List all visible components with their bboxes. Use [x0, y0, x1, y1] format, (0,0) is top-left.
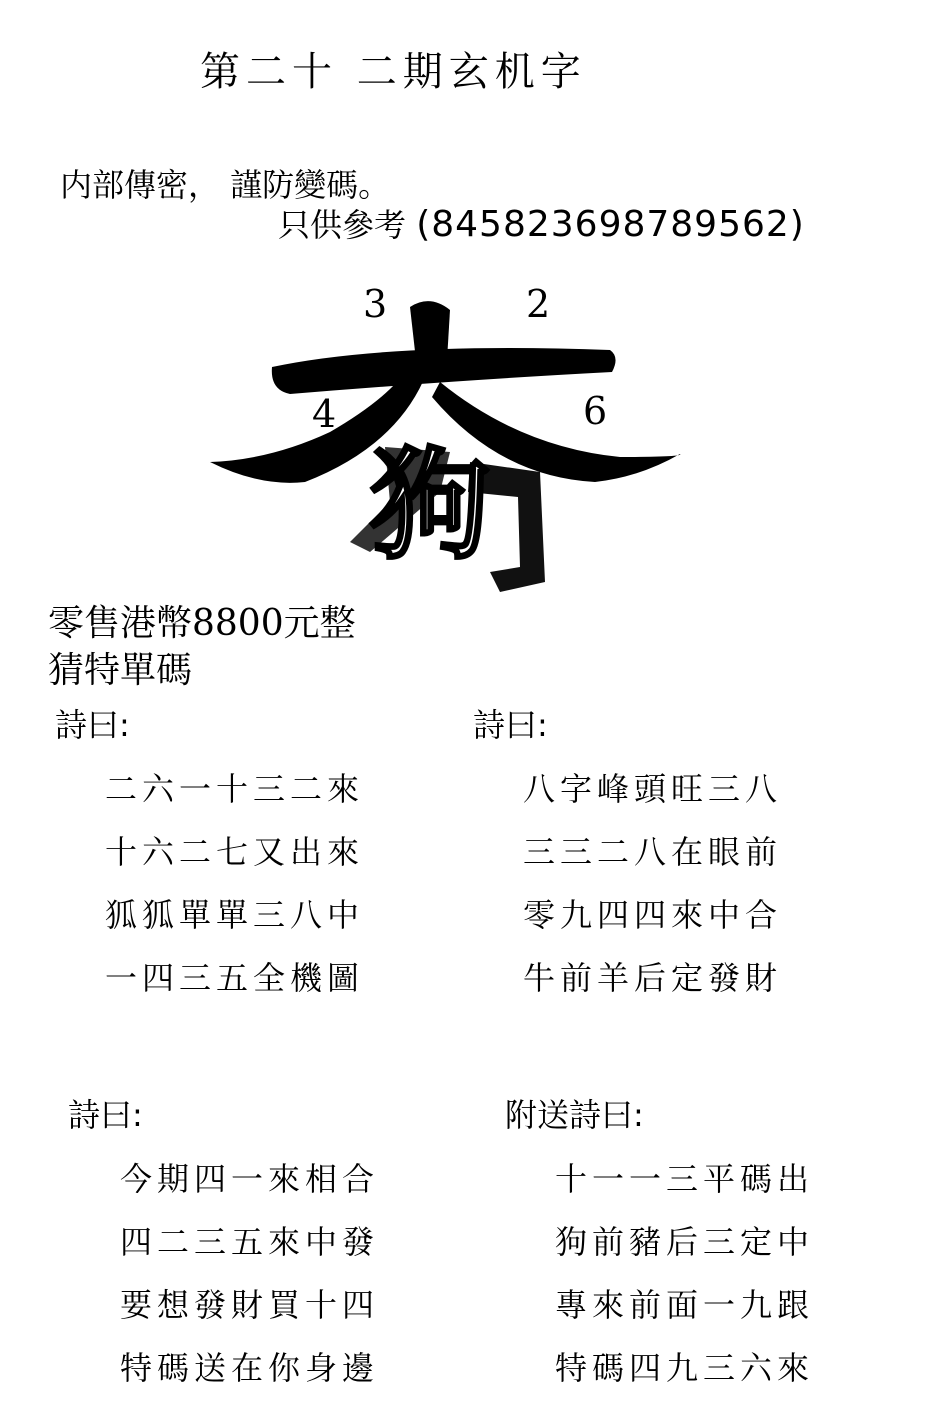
notice-line: 内部傳密， 謹防變碼。 [60, 166, 391, 204]
poem-block [505, 1090, 814, 1408]
poem-line: 今期四一來相合 [120, 1160, 380, 1198]
poem-heading: 詩曰: [68, 1096, 143, 1134]
poem-line: 牛前羊后定發財 [523, 959, 783, 997]
guess-line: 猜特單碼 [48, 650, 193, 691]
reference-code: (845823698789562) [416, 204, 805, 245]
poem-line: 特碼四九三六來 [555, 1349, 815, 1387]
poem-heading: 詩曰: [473, 706, 548, 744]
poem-line: 二六一十三二來 [105, 770, 365, 808]
emblem [200, 282, 700, 602]
price-line: 零售港幣8800元整 [48, 603, 356, 644]
poem-line: 狐狐單單三八中 [105, 896, 365, 934]
poem-block [473, 700, 782, 1018]
poem-line: 特碼送在你身邊 [120, 1349, 380, 1387]
emblem-number: 3 [363, 282, 388, 326]
poem-heading: 附送詩曰: [505, 1096, 644, 1134]
reference-prefix: 只供參考 [278, 206, 417, 244]
poem-line: 三三二八在眼前 [523, 833, 783, 871]
poem-line: 要想發財買十四 [120, 1286, 380, 1324]
poem-line: 四二三五來中發 [120, 1223, 380, 1261]
poem-line: 狗前豬后三定中 [555, 1223, 815, 1261]
poem-line: 十六二七又出來 [105, 833, 365, 871]
page-title: 第二十 二期玄机字 [200, 49, 587, 95]
reference-line [278, 200, 805, 246]
emblem-small-char: 狗 [370, 437, 490, 576]
emblem-number: 6 [583, 389, 608, 433]
emblem-number: 2 [526, 282, 551, 326]
poem-line: 八字峰頭旺三八 [523, 770, 783, 808]
emblem-number: 4 [312, 392, 337, 436]
poem-line: 十一一三平碼出 [555, 1160, 815, 1198]
poem-line: 專來前面一九跟 [555, 1286, 815, 1324]
poem-line: 一四三五全機圖 [105, 959, 365, 997]
poem-heading: 詩曰: [55, 706, 130, 744]
poem-block [55, 700, 364, 1018]
poem-line: 零九四四來中合 [523, 896, 783, 934]
poem-block [68, 1090, 379, 1408]
